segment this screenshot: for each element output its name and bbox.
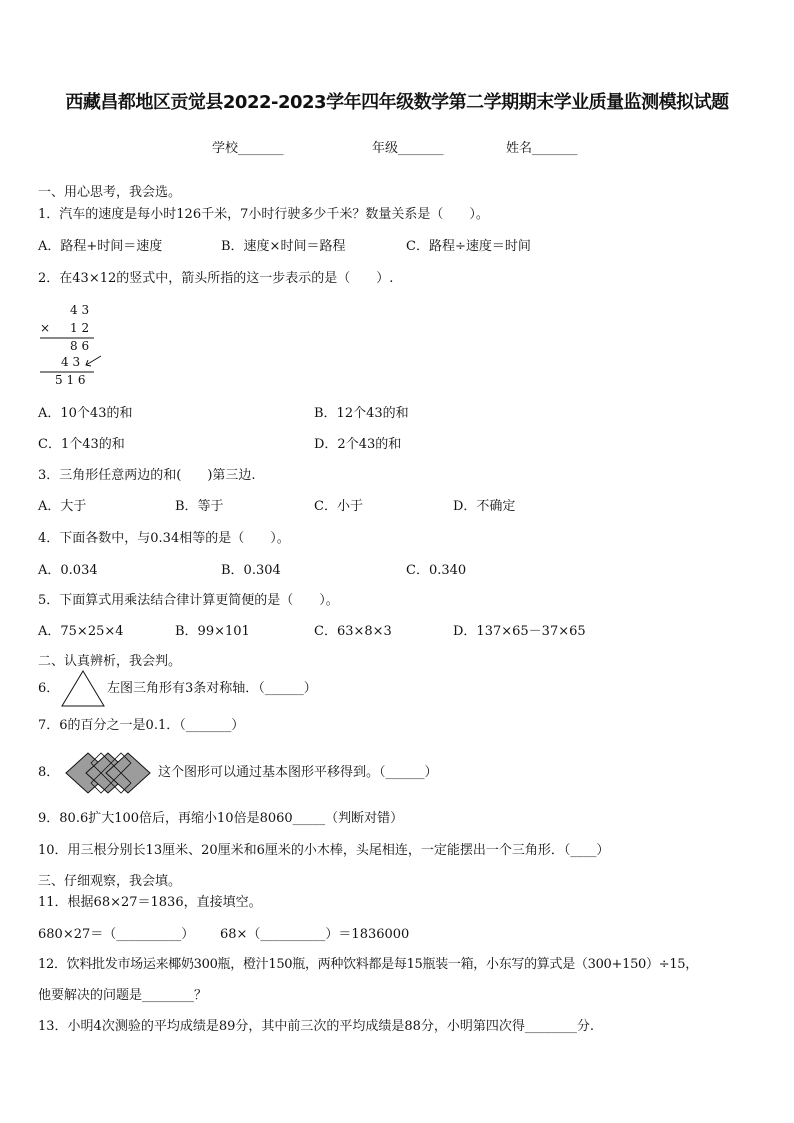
question-8-number: 8． <box>38 765 60 780</box>
vertical-row-4: 4 3 <box>61 355 81 369</box>
q3-option-d: D．不确定 <box>453 499 516 514</box>
school-field: 学校_______ <box>212 141 284 156</box>
q11-fill-a: 680×27＝（__________） <box>38 927 195 942</box>
vertical-row-5: 5 1 6 <box>55 373 86 387</box>
question-1: 1．汽车的速度是每小时126千米，7小时行驶多少千米？数量关系是（ ）。 <box>38 207 489 222</box>
q1-option-c: C．路程÷速度＝时间 <box>406 239 531 254</box>
q4-option-c: C．0.340 <box>406 563 467 578</box>
arrow-icon <box>82 354 104 370</box>
section-heading: 三、仔细观察，我会填。 <box>38 874 182 889</box>
q2-option-c: C．1个43的和 <box>38 437 125 452</box>
question-12-line-1: 12．饮料批发市场运来椰奶300瓶，橙汁150瓶，两种饮料都是每15瓶装一箱，小东写的算式是（300+150）÷15， <box>38 957 698 972</box>
diamond-pattern-figure <box>63 750 159 796</box>
question-11: 11．根据68×27＝1836，直接填空。 <box>38 895 262 910</box>
question-4: 4．下面各数中，与0.34相等的是（ ）。 <box>38 531 290 546</box>
q4-option-b: B．0.304 <box>221 563 281 578</box>
question-12-line-2: 他要解决的问题是________？ <box>38 988 208 1003</box>
section-heading: 一、用心思考，我会选。 <box>38 185 182 200</box>
q5-option-a: A．75×25×4 <box>38 624 124 639</box>
q2-option-a: A．10个43的和 <box>38 406 133 421</box>
question-7: 7．6的百分之一是0.1．（_______） <box>38 718 245 733</box>
vertical-row-2: 1 2 <box>70 321 90 335</box>
name-field: 姓名_______ <box>506 141 578 156</box>
grade-field: 年级_______ <box>372 141 444 156</box>
q1-option-a: A．路程+时间＝速度 <box>38 239 163 254</box>
q5-option-c: C．63×8×3 <box>314 624 392 639</box>
q2-option-b: B．12个43的和 <box>314 406 409 421</box>
q5-option-d: D．137×65－37×65 <box>453 624 586 639</box>
question-13: 13．小明4次测验的平均成绩是89分，其中前三次的平均成绩是88分，小明第四次得________分. <box>38 1019 595 1034</box>
question-5: 5．下面算式用乘法结合律计算更简便的是（ ）。 <box>38 593 339 608</box>
q5-option-b: B．99×101 <box>175 624 250 639</box>
multiply-sign: × <box>40 321 51 335</box>
vertical-row-1: 4 3 <box>70 303 90 317</box>
question-10: 10．用三根分别长13厘米、20厘米和6厘米的小木棒，头尾相连，一定能摆出一个三角形．（____） <box>38 843 610 858</box>
q4-option-a: A．0.034 <box>38 563 98 578</box>
q2-option-d: D．2个43的和 <box>314 437 402 452</box>
q11-fill-b: 68×（__________）＝1836000 <box>220 927 410 942</box>
question-2: 2．在43×12的竖式中，箭头所指的这一步表示的是（ ）. <box>38 271 394 286</box>
q3-option-c: C．小于 <box>314 499 363 514</box>
question-6-number: 6． <box>38 681 60 696</box>
question-6: 左图三角形有3条对称轴．（______） <box>107 681 317 696</box>
vertical-row-3: 8 6 <box>70 339 90 353</box>
q3-option-b: B．等于 <box>175 499 224 514</box>
page-title: 西藏昌都地区贡觉县2022-2023学年四年级数学第二学期期末学业质量监测模拟试题 <box>65 92 729 113</box>
vertical-lines <box>38 303 108 393</box>
section-heading: 二、认真辨析，我会判。 <box>38 654 182 669</box>
question-3: 3．三角形任意两边的和( )第三边. <box>38 468 256 483</box>
vertical-multiplication <box>38 303 108 391</box>
q3-option-a: A．大于 <box>38 499 87 514</box>
q1-option-b: B．速度×时间＝路程 <box>221 239 346 254</box>
question-8: 这个图形可以通过基本图形平移得到。（______） <box>158 765 438 780</box>
question-9: 9．80.6扩大100倍后，再缩小10倍是8060_____（判断对错） <box>38 811 404 826</box>
triangle-figure <box>60 669 106 709</box>
